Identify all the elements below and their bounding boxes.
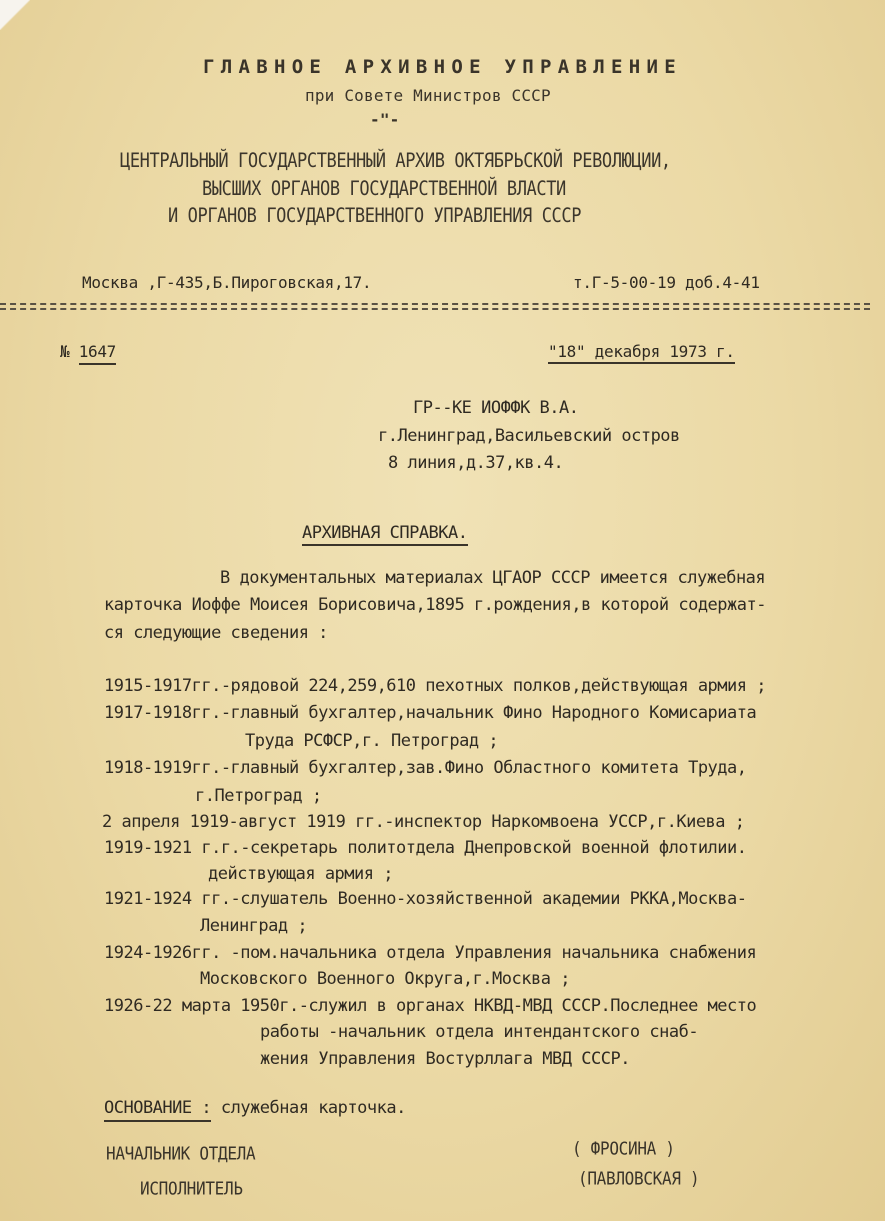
archive-name-line3: И ОРГАНОВ ГОСУДАРСТВЕННОГО УПРАВЛЕНИЯ СССР <box>168 204 582 228</box>
archive-phone: т.Г-5-00-19 доб.4-41 <box>573 273 760 292</box>
entry-line: Московского Военного Округа,г.Москва ; <box>200 969 570 989</box>
entry-line: работы -начальник отдела интендантского снаб- <box>260 1022 699 1042</box>
executor-name: (ПАВЛОВСКАЯ ) <box>578 1167 700 1190</box>
entry-line: Ленинград ; <box>200 916 308 936</box>
number-prefix: № <box>60 342 70 361</box>
recipient-address-line1: г.Ленинград,Васильевский остров <box>378 426 680 446</box>
entry-line: г.Петроград ; <box>195 786 322 806</box>
executor-title: ИСПОЛНИТЕЛЬ <box>140 1177 243 1200</box>
recipient-name: ГР--КЕ ИОФФК В.А. <box>413 398 579 418</box>
entry-line: Труда РСФСР,г. Петроград ; <box>245 731 499 751</box>
entry-line: 1924-1926гг. -пом.начальника отдела Управления начальника снабжения <box>104 943 757 963</box>
basis <box>104 1100 406 1117</box>
entry-line: 1917-1918гг.-главный бухгалтер,начальник Фино Народного Комисариата <box>104 703 757 723</box>
letterhead-divider <box>0 303 870 310</box>
entry-line: жения Управления Востурллага МВД СССР. <box>260 1049 630 1069</box>
entry-line: 1918-1919гг.-главный бухгалтер,зав.Фино Областного комитета Труда, <box>104 758 747 778</box>
document-title: АРХИВНАЯ СПРАВКА. <box>302 525 468 546</box>
separator-mark: -"- <box>370 110 400 129</box>
number-value: 1647 <box>79 342 116 365</box>
head-of-department-title: НАЧАЛЬНИК ОТДЕЛА <box>106 1142 256 1165</box>
intro-line: карточка Иоффе Моисея Борисовича,1895 г.рождения,в которой содержат- <box>104 595 766 615</box>
entry-line: 1915-1917гг.-рядовой 224,259,610 пехотных полков,действующая армия ; <box>104 676 766 696</box>
recipient-address-line2: 8 линия,д.37,кв.4. <box>388 453 564 473</box>
archive-name-line2: ВЫСШИХ ОРГАНОВ ГОСУДАРСТВЕННОЙ ВЛАСТИ <box>202 177 566 201</box>
archive-address: Москва ,Г-435,Б.Пироговская,17. <box>82 273 372 292</box>
agency-subtitle: при Совете Министров СССР <box>305 86 551 105</box>
entry-line: 1921-1924 гг.-слушатель Военно-хозяйственной академии РККА,Москва- <box>104 889 747 909</box>
agency-title: ГЛАВНОЕ АРХИВНОЕ УПРАВЛЕНИЕ <box>203 56 682 78</box>
intro-line: В документальных материалах ЦГАОР СССР имеется служебная <box>220 568 766 588</box>
torn-corner <box>0 0 30 30</box>
entry-line: 1919-1921 г.г.-секретарь политотдела Днепровской военной флотилии. <box>104 838 747 858</box>
basis-label: ОСНОВАНИЕ : <box>104 1098 211 1122</box>
entry-line: 1926-22 марта 1950г.-служил в органах НКВД-МВД СССР.Последнее место <box>104 996 757 1016</box>
entry-line: 2 апреля 1919-август 1919 гг.-инспектор Наркомвоена УССР,г.Киева ; <box>102 812 745 832</box>
intro-line: ся следующие сведения : <box>104 623 328 643</box>
archive-name-line1: ЦЕНТРАЛЬНЫЙ ГОСУДАРСТВЕННЫЙ АРХИВ ОКТЯБРЬСКОЙ РЕВОЛЮЦИИ, <box>120 149 671 173</box>
head-of-department-name: ( ФРОСИНА ) <box>572 1137 675 1160</box>
document-number <box>60 344 116 360</box>
entry-line: действующая армия ; <box>208 864 393 884</box>
basis-text: служебная карточка. <box>220 1098 406 1118</box>
document-date: "18" декабря 1973 г. <box>548 344 735 364</box>
